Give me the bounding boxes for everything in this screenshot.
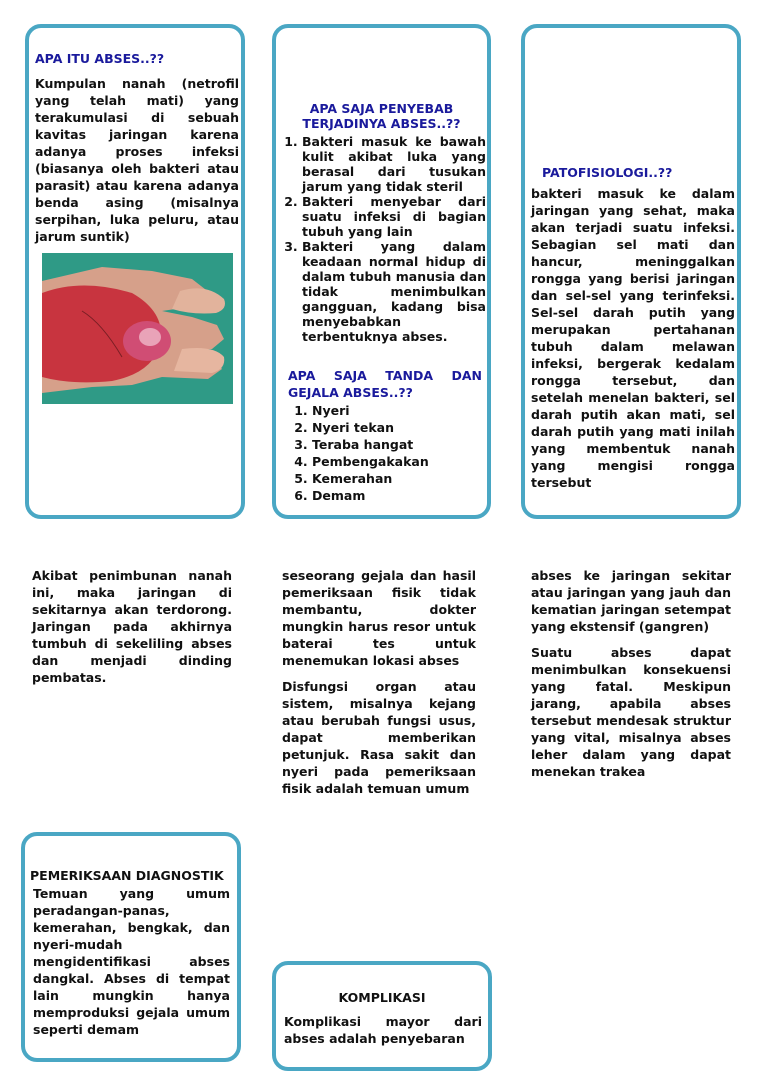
causes-heading-line2: TERJADINYA ABSES..?? [302, 116, 461, 131]
causes-list [276, 134, 486, 344]
cause-item-2: 2. Bakteri menyebar dari suatu infeksi di bagian tubuh yang lain [302, 194, 486, 239]
panel-diagnostic-examination [21, 832, 241, 1062]
sign-item-1: 1. Nyeri [312, 402, 429, 419]
panel-pathophysiology [521, 24, 741, 519]
middle-col3-p1: abses ke jaringan sekitar atau jaringan yang jauh dan kematian jaringan setempat yang ekstensif (gangren) [531, 568, 731, 634]
panel1-heading: APA ITU ABSES..?? [35, 51, 165, 66]
signs-list [280, 402, 429, 504]
diagnostic-body: Temuan yang umum peradangan-panas, kemerahan, bengkak, dan nyeri-mudah mengidentifikasi abses dangkal. Abses di tempat lain mungkin hanya memproduksi gejala umum seperti demam [33, 886, 230, 1037]
signs-heading: APA SAJA TANDA DAN GEJALA ABSES..?? [288, 368, 482, 400]
middle-col2 [282, 567, 476, 797]
complications-heading: KOMPLIKASI [338, 990, 426, 1005]
panel-causes-and-signs [272, 24, 491, 519]
panel1-body: Kumpulan nanah (netrofil yang telah mati) yang terakumulasi di sebuah kavitas jaringan karena adanya proses infeksi (biasanya oleh bakteri atau parasit) atau karena adanya benda asing (misalnya serpihan, luka peluru, atau jarum suntik) [35, 76, 239, 244]
complications-body: Komplikasi mayor dari abses adalah penyebaran [284, 1014, 482, 1046]
sign-item-3: 3. Teraba hangat [312, 436, 429, 453]
sign-item-2: 2. Nyeri tekan [312, 419, 429, 436]
panel-complications [272, 961, 492, 1071]
sign-item-4: 4. Pembengakakan [312, 453, 429, 470]
middle-col3-p2: Suatu abses dapat menimbulkan konsekuensi yang fatal. Meskipun jarang, apabila abses tersebut mendesak struktur yang vital, misalnya abses leher dalam yang dapat menekan trakea [531, 645, 731, 779]
middle-col2-p1: seseorang gejala dan hasil pemeriksaan fisik tidak membantu, dokter mungkin harus resor untuk baterai tes untuk menemukan lokasi abses [282, 568, 476, 668]
pathophysiology-heading: PATOFISIOLOGI..?? [542, 165, 673, 180]
sign-item-6: 6. Demam [312, 487, 429, 504]
causes-heading [276, 101, 487, 131]
cause-item-3: 3. Bakteri yang dalam keadaan normal hidup di dalam tubuh manusia dan tidak menimbulkan gangguan, kadang bisa menyebabkan terbentuknya abses. [302, 239, 486, 344]
sign-item-5: 5. Kemerahan [312, 470, 429, 487]
abscess-hand-photo [42, 253, 233, 404]
pathophysiology-body: bakteri masuk ke dalam jaringan yang sehat, maka akan terjadi suatu infeksi. Sebagian sel mati dan hancur, meninggalkan rongga yang berisi jaringan dan sel-sel yang terinfeksi. Sel-sel darah putih yang merupakan pertahanan tubuh dalam melawan infeksi, bergerak kedalam rongga tersebut, dan setelah menelan bakteri, sel darah putih akan mati, sel darah putih yang mati inilah yang membentuk nanah yang mengisi rongga tersebut [531, 186, 735, 490]
cause-item-1: 1. Bakteri masuk ke bawah kulit akibat luka yang berasal dari tusukan jarum yang tidak steril [302, 134, 486, 194]
middle-col2-p2: Disfungsi organ atau sistem, misalnya kejang atau berubah fungsi usus, dapat memberikan petunjuk. Rasa sakit dan nyeri pada pemeriksaan fisik adalah temuan umum [282, 679, 476, 796]
middle-col3 [531, 567, 731, 780]
diagnostic-heading: PEMERIKSAAN DIAGNOSTIK [30, 868, 224, 883]
causes-heading-line1: APA SAJA PENYEBAB [309, 101, 454, 116]
middle-col1-text: Akibat penimbunan nanah ini, maka jaringan di sekitarnya akan terdorong. Jaringan pada akhirnya tumbuh di sekeliling abses dan menjadi dinding pembatas. [32, 568, 232, 685]
